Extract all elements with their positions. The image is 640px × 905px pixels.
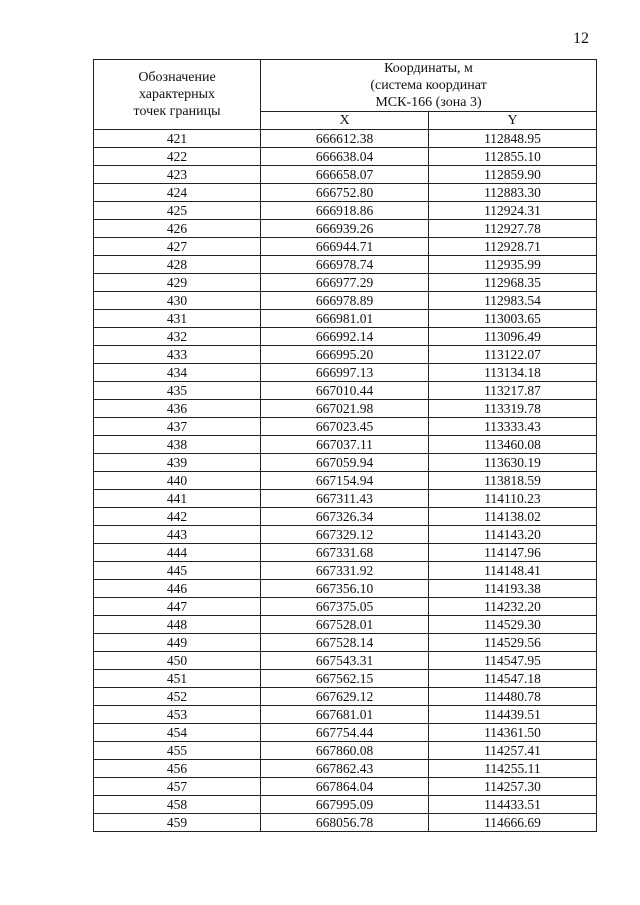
y-coordinate-cell: 114433.51 <box>429 796 597 814</box>
x-coordinate-cell: 666977.29 <box>261 274 429 292</box>
table-row <box>94 796 597 814</box>
x-coordinate-cell: 666918.86 <box>261 202 429 220</box>
table-row <box>94 310 597 328</box>
coords-header-line-3: МСК-166 (зона 3) <box>375 95 482 110</box>
point-header-line-3: точек границы <box>133 104 221 119</box>
y-coordinate-cell: 112855.10 <box>429 148 597 166</box>
point-id-cell: 428 <box>94 256 261 274</box>
table-row <box>94 526 597 544</box>
table-row <box>94 814 597 832</box>
y-coordinate-cell: 114547.18 <box>429 670 597 688</box>
x-coordinate-cell: 667331.68 <box>261 544 429 562</box>
y-coordinate-cell: 112859.90 <box>429 166 597 184</box>
y-coordinate-cell: 114147.96 <box>429 544 597 562</box>
x-coordinate-cell: 667329.12 <box>261 526 429 544</box>
x-coordinate-cell: 666638.04 <box>261 148 429 166</box>
coordinates-table <box>93 59 597 832</box>
point-id-cell: 458 <box>94 796 261 814</box>
table-row <box>94 292 597 310</box>
y-coordinate-cell: 114439.51 <box>429 706 597 724</box>
point-id-cell: 438 <box>94 436 261 454</box>
point-id-cell: 442 <box>94 508 261 526</box>
point-id-cell: 453 <box>94 706 261 724</box>
table-row <box>94 778 597 796</box>
x-coordinate-cell: 667629.12 <box>261 688 429 706</box>
x-coordinate-cell: 667860.08 <box>261 742 429 760</box>
y-coordinate-cell: 113134.18 <box>429 364 597 382</box>
table-row <box>94 256 597 274</box>
table-row <box>94 202 597 220</box>
point-id-cell: 426 <box>94 220 261 238</box>
x-column-header: X <box>261 112 429 130</box>
x-coordinate-cell: 666944.71 <box>261 238 429 256</box>
x-coordinate-cell: 667864.04 <box>261 778 429 796</box>
x-coordinate-cell: 667326.34 <box>261 508 429 526</box>
y-coordinate-cell: 112968.35 <box>429 274 597 292</box>
table-row <box>94 616 597 634</box>
point-id-cell: 455 <box>94 742 261 760</box>
x-coordinate-cell: 667154.94 <box>261 472 429 490</box>
table-row <box>94 742 597 760</box>
x-coordinate-cell: 666978.89 <box>261 292 429 310</box>
y-coordinate-cell: 113122.07 <box>429 346 597 364</box>
y-coordinate-cell: 114480.78 <box>429 688 597 706</box>
point-id-cell: 421 <box>94 130 261 148</box>
point-id-cell: 432 <box>94 328 261 346</box>
x-coordinate-cell: 667037.11 <box>261 436 429 454</box>
point-id-cell: 457 <box>94 778 261 796</box>
y-coordinate-cell: 114257.30 <box>429 778 597 796</box>
y-coordinate-cell: 114148.41 <box>429 562 597 580</box>
y-coordinate-cell: 114138.02 <box>429 508 597 526</box>
y-coordinate-cell: 113630.19 <box>429 454 597 472</box>
x-coordinate-cell: 667021.98 <box>261 400 429 418</box>
x-coordinate-cell: 666981.01 <box>261 310 429 328</box>
point-id-cell: 433 <box>94 346 261 364</box>
point-id-cell: 444 <box>94 544 261 562</box>
point-id-cell: 422 <box>94 148 261 166</box>
y-coordinate-cell: 114257.41 <box>429 742 597 760</box>
x-coordinate-cell: 667754.44 <box>261 724 429 742</box>
x-coordinate-cell: 666612.38 <box>261 130 429 148</box>
table-row <box>94 238 597 256</box>
x-coordinate-cell: 666995.20 <box>261 346 429 364</box>
point-column-header <box>94 60 261 130</box>
point-id-cell: 448 <box>94 616 261 634</box>
table-row <box>94 580 597 598</box>
y-coordinate-cell: 114193.38 <box>429 580 597 598</box>
y-coordinate-cell: 114143.20 <box>429 526 597 544</box>
x-coordinate-cell: 666997.13 <box>261 364 429 382</box>
point-id-cell: 450 <box>94 652 261 670</box>
table-row <box>94 760 597 778</box>
y-coordinate-cell: 113217.87 <box>429 382 597 400</box>
x-coordinate-cell: 666939.26 <box>261 220 429 238</box>
table-row <box>94 382 597 400</box>
table-row <box>94 634 597 652</box>
point-id-cell: 427 <box>94 238 261 256</box>
table-row <box>94 508 597 526</box>
x-coordinate-cell: 667356.10 <box>261 580 429 598</box>
x-coordinate-cell: 666752.80 <box>261 184 429 202</box>
y-coordinate-cell: 112928.71 <box>429 238 597 256</box>
y-coordinate-cell: 114529.30 <box>429 616 597 634</box>
x-coordinate-cell: 667543.31 <box>261 652 429 670</box>
table-row <box>94 346 597 364</box>
coordinates-column-header <box>261 60 597 112</box>
y-coordinate-cell: 114529.56 <box>429 634 597 652</box>
x-coordinate-cell: 667311.43 <box>261 490 429 508</box>
x-coordinate-cell: 667023.45 <box>261 418 429 436</box>
x-coordinate-cell: 667562.15 <box>261 670 429 688</box>
y-coordinate-cell: 113003.65 <box>429 310 597 328</box>
y-coordinate-cell: 114255.11 <box>429 760 597 778</box>
x-coordinate-cell: 668056.78 <box>261 814 429 832</box>
y-coordinate-cell: 114666.69 <box>429 814 597 832</box>
x-coordinate-cell: 667995.09 <box>261 796 429 814</box>
table-row <box>94 130 597 148</box>
x-coordinate-cell: 667375.05 <box>261 598 429 616</box>
point-id-cell: 425 <box>94 202 261 220</box>
coords-header-line-1: Координаты, м <box>384 61 473 76</box>
y-coordinate-cell: 113818.59 <box>429 472 597 490</box>
y-coordinate-cell: 113096.49 <box>429 328 597 346</box>
table-header <box>94 60 597 130</box>
x-coordinate-cell: 667331.92 <box>261 562 429 580</box>
y-coordinate-cell: 112848.95 <box>429 130 597 148</box>
y-coordinate-cell: 112883.30 <box>429 184 597 202</box>
table-row <box>94 148 597 166</box>
coords-header-line-2: (система координат <box>370 78 487 93</box>
y-coordinate-cell: 112935.99 <box>429 256 597 274</box>
x-coordinate-cell: 667528.01 <box>261 616 429 634</box>
point-id-cell: 439 <box>94 454 261 472</box>
point-id-cell: 429 <box>94 274 261 292</box>
table-row <box>94 400 597 418</box>
point-id-cell: 440 <box>94 472 261 490</box>
table-row <box>94 598 597 616</box>
table-row <box>94 562 597 580</box>
y-coordinate-cell: 114110.23 <box>429 490 597 508</box>
point-id-cell: 441 <box>94 490 261 508</box>
table-row <box>94 328 597 346</box>
table-row <box>94 454 597 472</box>
y-coordinate-cell: 113319.78 <box>429 400 597 418</box>
point-id-cell: 459 <box>94 814 261 832</box>
y-coordinate-cell: 113460.08 <box>429 436 597 454</box>
point-id-cell: 437 <box>94 418 261 436</box>
table-row <box>94 652 597 670</box>
y-coordinate-cell: 113333.43 <box>429 418 597 436</box>
y-coordinate-cell: 112983.54 <box>429 292 597 310</box>
point-id-cell: 443 <box>94 526 261 544</box>
x-coordinate-cell: 667010.44 <box>261 382 429 400</box>
point-id-cell: 445 <box>94 562 261 580</box>
point-id-cell: 449 <box>94 634 261 652</box>
table-row <box>94 490 597 508</box>
point-id-cell: 451 <box>94 670 261 688</box>
point-id-cell: 446 <box>94 580 261 598</box>
table-row <box>94 436 597 454</box>
x-coordinate-cell: 666658.07 <box>261 166 429 184</box>
point-id-cell: 434 <box>94 364 261 382</box>
point-header-line-1: Обозначение <box>138 70 216 85</box>
point-id-cell: 447 <box>94 598 261 616</box>
page-number: 12 <box>573 30 589 47</box>
x-coordinate-cell: 666978.74 <box>261 256 429 274</box>
x-coordinate-cell: 667059.94 <box>261 454 429 472</box>
y-coordinate-cell: 112924.31 <box>429 202 597 220</box>
table-row <box>94 220 597 238</box>
table-row <box>94 166 597 184</box>
y-coordinate-cell: 114547.95 <box>429 652 597 670</box>
point-id-cell: 456 <box>94 760 261 778</box>
table-row <box>94 364 597 382</box>
point-id-cell: 423 <box>94 166 261 184</box>
point-id-cell: 435 <box>94 382 261 400</box>
table-row <box>94 472 597 490</box>
point-id-cell: 452 <box>94 688 261 706</box>
y-coordinate-cell: 114361.50 <box>429 724 597 742</box>
table-row <box>94 670 597 688</box>
point-id-cell: 454 <box>94 724 261 742</box>
y-coordinate-cell: 114232.20 <box>429 598 597 616</box>
x-coordinate-cell: 666992.14 <box>261 328 429 346</box>
point-id-cell: 431 <box>94 310 261 328</box>
y-coordinate-cell: 112927.78 <box>429 220 597 238</box>
table-row <box>94 706 597 724</box>
table-row <box>94 724 597 742</box>
table-row <box>94 418 597 436</box>
point-id-cell: 424 <box>94 184 261 202</box>
table-row <box>94 544 597 562</box>
table-body <box>94 130 597 832</box>
y-column-header: Y <box>429 112 597 130</box>
table-row <box>94 184 597 202</box>
point-id-cell: 436 <box>94 400 261 418</box>
table-row <box>94 274 597 292</box>
point-header-line-2: характерных <box>138 87 216 102</box>
point-id-cell: 430 <box>94 292 261 310</box>
x-coordinate-cell: 667681.01 <box>261 706 429 724</box>
x-coordinate-cell: 667862.43 <box>261 760 429 778</box>
table-row <box>94 688 597 706</box>
x-coordinate-cell: 667528.14 <box>261 634 429 652</box>
